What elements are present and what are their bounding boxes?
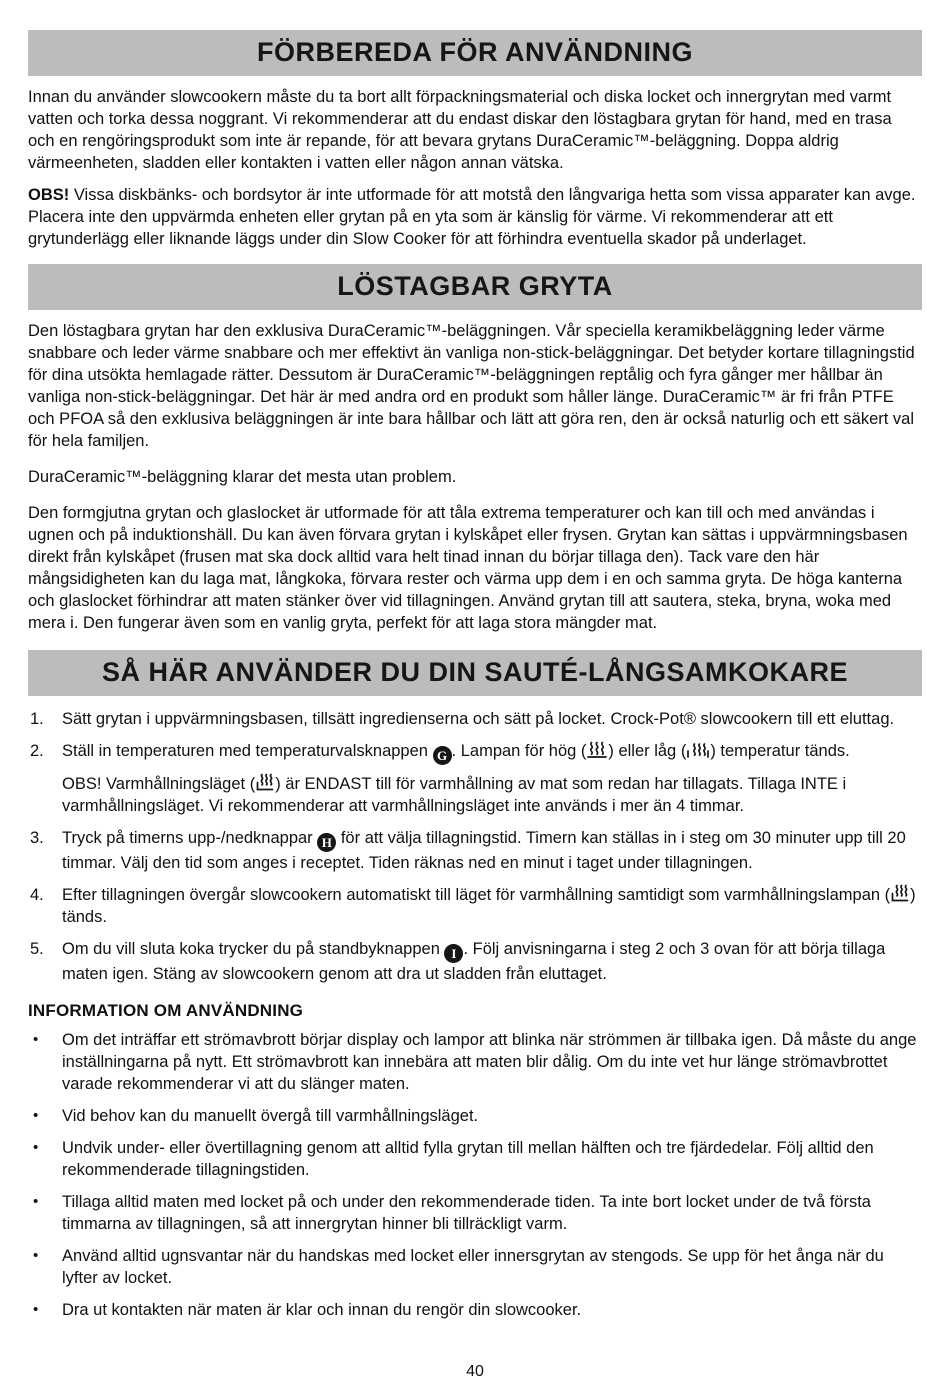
step-5-text <box>62 938 922 985</box>
low-temp-icon <box>686 742 710 758</box>
usage-bullet-3-text: Undvik under- eller övertillagning genom att alltid fylla grytan till mellan hälften och tre fjärdedelar. Följ alltid den rekommenderade tillagningstiden. <box>62 1139 874 1179</box>
bullet-marker: • <box>33 1107 39 1124</box>
step-3-text-2: för att välja tillagningstid. Timern kan ställas in i steg om 30 minuter upp till 20 timmar. Välj den tid som anges i receptet. Tiden räknas ned en minut i taget under tillagningen. <box>62 829 906 872</box>
step-2-text-1: Ställ in temperaturen med temperaturvalsknappen <box>62 742 433 760</box>
prepare-note <box>28 184 922 250</box>
step-2-text-4: ) temperatur tänds. <box>710 742 850 760</box>
note-label: OBS! <box>28 186 70 204</box>
button-letter: H <box>321 835 332 850</box>
section-title-prepare: FÖRBEREDA FÖR ANVÄNDNING <box>28 30 922 76</box>
usage-bullet-6-text: Dra ut kontakten när maten är klar och innan du rengör din slowcooker. <box>62 1301 582 1319</box>
step-1-number: 1. <box>30 710 44 728</box>
step-5-number: 5. <box>30 940 44 958</box>
bullet-marker: • <box>33 1247 39 1264</box>
step-4-number: 4. <box>30 886 44 904</box>
removable-pot-paragraph-3: Den formgjutna grytan och glaslocket är utformade för att tåla extrema temperaturer och kan till och med användas i ugnen och på induktionshäll. Du kan även förvara grytan i kylskåpet eller frysen. Grytan kan sättas i uppvärmningsbasen direkt från kylskåpet (frusen mat ska dock alltid vara helt tinad innan du börjar tillaga den). Tack vare den här mångsidigheten kan du laga mat, långkoka, förvara rester och värma upp dem i en och samma gryta. De höga kanterna och glaslocket förhindrar att maten stänker över vid tillagningen. Använd grytan till att sautera, steka, bryna, woka med mera i. Den fungerar även som en vanlig gryta, perfekt för att laga stora mängder mat. <box>28 504 908 632</box>
temperature-select-button-icon <box>433 746 452 765</box>
usage-info-heading: INFORMATION OM ANVÄNDNING <box>28 1001 304 1020</box>
step-3-text-1: Tryck på timerns upp-/nedknappar <box>62 829 318 847</box>
standby-button-icon <box>444 944 463 963</box>
usage-bullet-2 <box>28 1105 922 1127</box>
step-1-text: Sätt grytan i uppvärmningsbasen, tillsätt ingredienserna och sätt på locket. Crock-Pot® slowcookern till ett eluttag. <box>62 710 895 728</box>
step-2-text-3: ) eller låg ( <box>608 742 687 760</box>
step-2-note-text-2: ) är ENDAST till för varmhållning av mat som redan har tillagats. Tillaga INTE i varmhållningsläget. Vi rekommenderar att varmhållningsläget inte används i mer än 4 timmar. <box>62 775 847 815</box>
step-4 <box>28 884 922 928</box>
high-temp-icon <box>586 741 608 758</box>
button-letter: I <box>451 946 457 961</box>
removable-pot-paragraph-2: DuraCeramic™-beläggning klarar det mesta utan problem. <box>28 468 457 486</box>
step-5-text-2: . Följ anvisningarna i steg 2 och 3 ovan för att börja tillaga maten igen. Stäng av slowcookern genom att dra ut sladden från eluttaget. <box>62 940 886 983</box>
section-title-removable-pot: LÖSTAGBAR GRYTA <box>28 264 922 310</box>
step-2-note <box>62 773 922 817</box>
step-1 <box>28 708 922 730</box>
step-4-text-1: Efter tillagningen övergår slowcookern automatiskt till läget för varmhållning samtidigt som varmhållningslampan ( <box>62 886 891 904</box>
step-2-text-2: . Lampan för hög ( <box>451 742 587 760</box>
section-title-howto: SÅ HÄR ANVÄNDER DU DIN SAUTÉ-LÅNGSAMKOKARE <box>28 650 922 696</box>
usage-bullet-5 <box>28 1245 922 1289</box>
keep-warm-icon <box>255 773 275 791</box>
usage-bullet-2-text: Vid behov kan du manuellt övergå till varmhållningsläget. <box>62 1107 479 1125</box>
timer-up-down-button-icon <box>317 833 336 852</box>
usage-bullet-4 <box>28 1191 922 1235</box>
prepare-paragraph: Innan du använder slowcookern måste du ta bort allt förpackningsmaterial och diska locket och innergrytan med varmt vatten och torka dessa noggrant. Vi rekommenderar att du endast diskar den löstagbara grytan för hand, med en trasa och en rengöringsprodukt som inte är repande, för att bevara grytans DuraCeramic™-beläggning. Doppa aldrig värmeenheten, sladden eller kontakten i vatten eller någon annan vätska. <box>28 88 892 172</box>
howto-steps-list <box>28 708 922 985</box>
usage-bullet-6 <box>28 1299 922 1321</box>
step-4-text-2: ) tänds. <box>62 886 916 926</box>
step-3-text <box>62 827 922 874</box>
keep-warm-icon <box>890 884 910 902</box>
usage-info-list <box>28 1029 922 1321</box>
step-4-text <box>62 884 922 928</box>
usage-bullet-3 <box>28 1137 922 1181</box>
step-3-number: 3. <box>30 829 44 847</box>
step-2-note-text-1: OBS! Varmhållningsläget ( <box>62 775 256 793</box>
step-2 <box>28 740 922 817</box>
bullet-marker: • <box>33 1031 39 1048</box>
bullet-marker: • <box>33 1139 39 1156</box>
note-text: Vissa diskbänks- och bordsytor är inte utformade för att motstå den långvariga hetta som vissa apparater kan avge. Placera inte den uppvärmda enheten eller grytan på en yta som är känslig för värme. Vi rekommenderar att ett grytunderlägg eller liknande läggs under din Slow Cooker för att förhindra eventuella skador på underlaget. <box>28 186 916 248</box>
step-5-text-1: Om du vill sluta koka trycker du på standbyknappen <box>62 940 445 958</box>
usage-bullet-5-text: Använd alltid ugnsvantar när du handskas med locket eller innersgrytan av stengods. Se upp för het ånga när du lyfter av locket. <box>62 1247 884 1287</box>
bullet-marker: • <box>33 1193 39 1210</box>
usage-bullet-1 <box>28 1029 922 1095</box>
page-number: 40 <box>466 1363 484 1380</box>
removable-pot-paragraph-1: Den löstagbara grytan har den exklusiva DuraCeramic™-beläggningen. Vår speciella keramikbeläggning leder värme snabbare och leder värme snabbare och mer effektivt än vanliga non-stick-beläggningar. Det betyder kortare tillagningstid för dina utsökta hemlagade rätter. Dessutom är DuraCeramic™-beläggningen reptålig och fyra gånger mer hållbar än vanliga non-stick-beläggningar. Det här är med andra ord en produkt som håller länge. DuraCeramic™ är fri från PTFE och PFOA så den exklusiva beläggningen är inte bara hållbar och lätt att göra ren, den är också naturlig och ett säkert val för hela familjen. <box>28 322 915 450</box>
step-2-text <box>62 740 922 817</box>
usage-bullet-1-text: Om det inträffar ett strömavbrott börjar display och lampor att blinka när strömmen är tillbaka igen. Då måste du ange inställningarna på nytt. Ett strömavbrott kan innebära att maten blir dålig. Om du inte vet hur länge strömavbrottet varade rekommenderar vi att du slänger maten. <box>62 1031 917 1093</box>
step-2-number: 2. <box>30 742 44 760</box>
button-letter: G <box>436 748 448 763</box>
step-3 <box>28 827 922 874</box>
step-5 <box>28 938 922 985</box>
bullet-marker: • <box>33 1301 39 1318</box>
usage-bullet-4-text: Tillaga alltid maten med locket på och under den rekommenderade tiden. Ta inte bort locket under de två första timmarna av tillagningen, så att innergrytan hinner bli tillräckligt varm. <box>62 1193 871 1233</box>
